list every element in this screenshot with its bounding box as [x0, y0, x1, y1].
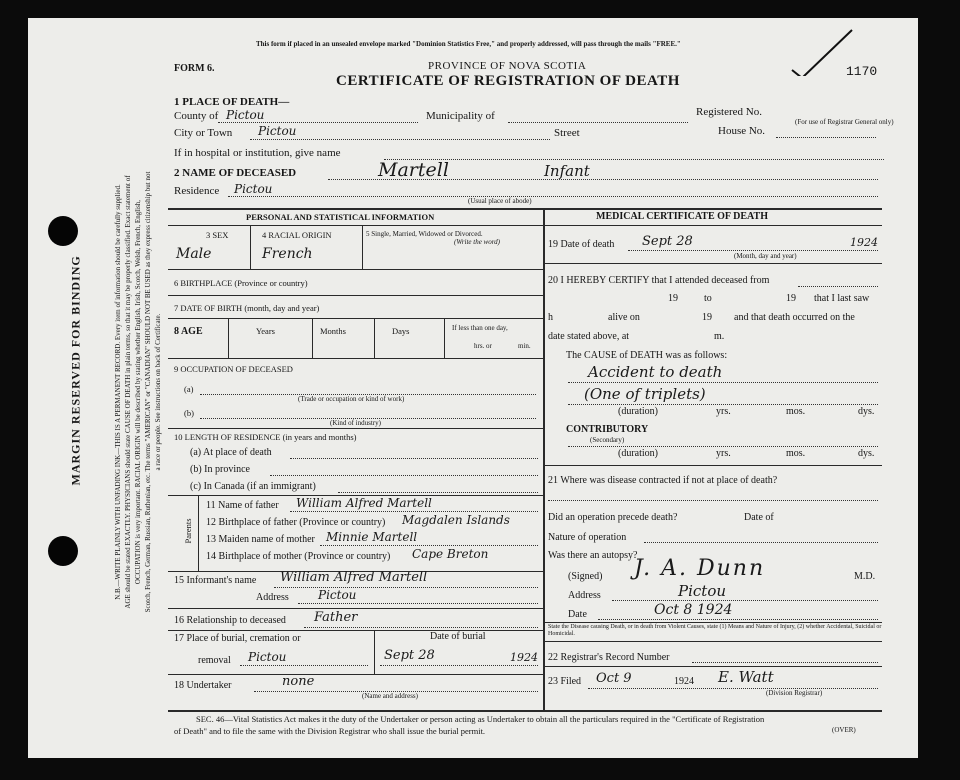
- father-bp-label: 12 Birthplace of father (Province or country): [206, 517, 386, 528]
- mos-1: mos.: [786, 406, 806, 417]
- date-burial-label: Date of burial: [430, 631, 486, 642]
- physician-address-label: Address: [568, 590, 601, 601]
- footer-over: (OVER): [832, 726, 856, 734]
- age-div-1: [228, 318, 229, 358]
- footer-sec-2: of Death" and to file the same with the Division Registrar who shall issue the burial permit.: [174, 726, 486, 736]
- residence-length-label: 10 LENGTH OF RESIDENCE (in years and months): [174, 432, 357, 442]
- occupation-label: 9 OCCUPATION OF DECEASED: [174, 364, 293, 374]
- row-22-line: [543, 666, 882, 667]
- mother-label: 13 Maiden name of mother: [206, 534, 315, 545]
- cause-2: (One of triplets): [584, 385, 706, 403]
- county-line: [218, 122, 418, 123]
- filed-line: [588, 688, 878, 689]
- duration-2: (duration): [618, 448, 658, 459]
- q21-label: 21 Where was disease contracted if not at place of death?: [548, 475, 778, 486]
- age-label: 8 AGE: [174, 326, 203, 337]
- parents-label: Parents: [183, 518, 193, 544]
- res-b: (b) In province: [190, 464, 250, 475]
- death-occurred: and that death occurred on the: [734, 312, 855, 323]
- secondary-note: (Secondary): [590, 436, 625, 444]
- res-c-line: [338, 492, 538, 493]
- res-c: (c) In Canada (if an immigrant): [190, 481, 316, 492]
- informant-address-line: [298, 603, 538, 604]
- margin-note-3: OCCUPATION is very important. RACIAL ORIGIN will be described by stating whether English, Irish, Scotch, Welsh, French, English,: [134, 199, 142, 585]
- mos-2: mos.: [786, 448, 806, 459]
- row-19-line: [543, 263, 882, 264]
- dys-2: dys.: [858, 448, 875, 459]
- municipality-label: Municipality of: [426, 110, 495, 122]
- cause-1-line: [568, 382, 878, 383]
- occupation-b: (b): [184, 408, 194, 418]
- undertaker-label: 18 Undertaker: [174, 680, 232, 691]
- dob-label: 7 DATE OF BIRTH (month, day and year): [174, 303, 320, 313]
- residence-value: Pictou: [234, 182, 273, 196]
- father-bp-value: Magdalen Islands: [402, 513, 510, 527]
- city-label: City or Town: [174, 127, 233, 139]
- municipality-line: [508, 122, 688, 123]
- mother-value: Minnie Martell: [326, 530, 418, 544]
- relationship-value: Father: [314, 610, 358, 625]
- margin-note-2: AGE should be stated EXACTLY. PHYSICIANS should state CAUSE OF DEATH in plain terms, so that it may be properly classified. Exact statement of: [124, 175, 132, 609]
- mother-line: [320, 545, 538, 546]
- margin-binding-label: MARGIN RESERVED FOR BINDING: [68, 255, 83, 486]
- occupation-b-note: (Kind of industry): [330, 419, 381, 427]
- binding-hole-bottom: [48, 536, 78, 566]
- residence-label: Residence: [174, 185, 220, 197]
- division-registrar-note: (Division Registrar): [766, 689, 823, 697]
- sex-label: 3 SEX: [206, 230, 229, 240]
- city-value: Pictou: [258, 124, 297, 138]
- row-7-line: [168, 318, 543, 319]
- birthplace-label: 6 BIRTHPLACE (Province or country): [174, 278, 308, 288]
- md-label: M.D.: [854, 571, 876, 582]
- street-label: Street: [554, 127, 580, 139]
- marital-note: (Write the word): [454, 238, 501, 246]
- registered-label: Registered No.: [696, 106, 762, 118]
- undertaker-value: none: [282, 674, 315, 689]
- house-label: House No.: [718, 125, 766, 137]
- hospital-line: [384, 159, 884, 160]
- father-line: [290, 511, 538, 512]
- burial-divider: [374, 630, 375, 674]
- registrar-signature: E. Watt: [718, 668, 774, 686]
- last-saw: that I last saw: [814, 293, 870, 304]
- age-div-4: [444, 318, 445, 358]
- duration-1: (duration): [618, 406, 658, 417]
- mother-bp-label: 14 Birthplace of mother (Province or country): [206, 551, 391, 562]
- physician-address-line: [612, 600, 878, 601]
- occupation-a: (a): [184, 384, 194, 394]
- date-of-label: Date of: [744, 512, 774, 523]
- province-heading: PROVINCE OF NOVA SCOTIA: [428, 60, 587, 72]
- deceased-surname: Martell: [378, 159, 449, 181]
- father-value: William Alfred Martell: [296, 496, 432, 510]
- operation-label: Did an operation precede death?: [548, 512, 678, 523]
- informant-address-value: Pictou: [318, 588, 357, 602]
- residence-line: [228, 196, 878, 197]
- grid-bottom: [168, 710, 882, 712]
- death-date-note: (Month, day and year): [734, 252, 797, 260]
- min-label: min.: [518, 342, 531, 350]
- county-value: Pictou: [226, 108, 265, 122]
- sex-value: Male: [176, 246, 212, 262]
- physician-date-line: [598, 619, 878, 620]
- res-a-line: [290, 458, 538, 459]
- mail-notice: This form if placed in an unsealed envelope marked "Dominion Statistics Free," and properly addressed, will pass through the mails "FREE.": [256, 40, 681, 48]
- certificate-title: CERTIFICATE OF REGISTRATION OF DEATH: [336, 73, 680, 89]
- less-than-label: If less than one day,: [452, 324, 508, 332]
- physician-address-value: Pictou: [678, 582, 727, 600]
- county-label: County of: [174, 110, 219, 122]
- row-17-line: [168, 674, 543, 675]
- mother-bp-value: Cape Breton: [412, 547, 489, 561]
- personal-heading: PERSONAL AND STATISTICAL INFORMATION: [246, 212, 435, 222]
- racial-label: 4 RACIAL ORIGIN: [262, 230, 332, 240]
- autopsy-label: Was there an autopsy?: [548, 550, 638, 561]
- sex-divider: [250, 225, 251, 269]
- removal-label: removal: [198, 655, 231, 666]
- row-6-line: [168, 295, 543, 296]
- personal-heading-line: [168, 225, 543, 226]
- form-number: FORM 6.: [174, 63, 215, 74]
- relationship-line: [304, 627, 538, 628]
- deceased-given: Infant: [544, 162, 590, 180]
- hrs-label: hrs. or: [474, 342, 492, 350]
- removal-value: Pictou: [248, 650, 287, 664]
- name-line: [328, 179, 878, 180]
- margin-note-4: Scotch, French, German, Russian, Ruthenian, etc. The terms "AMERICAN" or "CANADIAN" SHOULD NOT BE USED as they express citizenship but not: [144, 171, 152, 613]
- row-8-line: [168, 358, 543, 359]
- res-a: (a) At place of death: [190, 447, 272, 458]
- signature: J. A. Dunn: [634, 556, 766, 581]
- informant-address-label: Address: [256, 592, 289, 603]
- occupation-a-note: (Trade or occupation or kind of work): [298, 395, 405, 403]
- row-16-line: [168, 630, 543, 631]
- date-burial-value: Sept 28: [384, 648, 435, 663]
- res-b-line: [270, 475, 538, 476]
- parents-divider: [198, 495, 199, 571]
- certify-text: 20 I HEREBY CERTIFY that I attended deceased from: [548, 275, 770, 286]
- age-div-3: [374, 318, 375, 358]
- abode-note: (Usual place of abode): [468, 197, 532, 205]
- burial-year: 1924: [510, 651, 538, 664]
- grid-divider: [543, 208, 545, 710]
- removal-line: [240, 665, 368, 666]
- age-div-2: [312, 318, 313, 358]
- medical-heading: MEDICAL CERTIFICATE OF DEATH: [596, 211, 768, 222]
- certify-19b: 19: [786, 293, 796, 304]
- burial-label: 17 Place of burial, cremation or: [174, 633, 301, 644]
- date-burial-line: [380, 665, 538, 666]
- months-label: Months: [320, 326, 346, 336]
- relationship-label: 16 Relationship to deceased: [174, 615, 286, 626]
- certify-to: to: [704, 293, 712, 304]
- footer-sec-1: SEC. 46—Vital Statistics Act makes it the duty of the Undertaker or person acting as Undertaker to obtain all the particulars required in the "Certificate of Registration: [196, 714, 765, 724]
- place-heading: 1 PLACE OF DEATH—: [174, 96, 290, 108]
- informant-value: William Alfred Martell: [280, 570, 428, 585]
- racial-value: French: [262, 246, 313, 262]
- row-15-line: [168, 608, 543, 609]
- marital-label: 5 Single, Married, Widowed or Divorced.: [366, 230, 483, 238]
- informant-line: [274, 587, 538, 588]
- row-3-line: [168, 269, 543, 270]
- physician-date-value: Oct 8 1924: [654, 602, 733, 618]
- grid-top: [168, 208, 882, 210]
- nature-label: Nature of operation: [548, 532, 627, 543]
- filed-year: 1924: [674, 676, 694, 687]
- father-label: 11 Name of father: [206, 500, 279, 511]
- certify-19a: 19: [668, 293, 678, 304]
- death-date-year: 1924: [850, 236, 878, 249]
- registrar-record-line: [692, 662, 878, 663]
- violent-note: State the Disease causing Death, or in death from Violent Causes, state (1) Means and Nature of Injury, (2) whether Accidental, Suicidal or Homicidal.: [548, 624, 882, 637]
- physician-date-label: Date: [568, 609, 587, 620]
- death-date-line: [628, 250, 878, 251]
- registrar-record-label: 22 Registrar's Record Number: [548, 652, 670, 663]
- row-9-line: [168, 428, 543, 429]
- check-mark: [788, 26, 858, 76]
- filed-label: 23 Filed: [548, 676, 582, 687]
- alive-on: alive on: [608, 312, 640, 323]
- deceased-label: 2 NAME OF DECEASED: [174, 167, 297, 179]
- certificate-page: [28, 18, 918, 758]
- date-stated: date stated above, at: [548, 331, 630, 342]
- days-label: Days: [392, 326, 410, 336]
- row-20-line: [543, 465, 882, 466]
- dys-1: dys.: [858, 406, 875, 417]
- death-date-label: 19 Date of death: [548, 239, 615, 250]
- yrs-2: yrs.: [716, 448, 731, 459]
- cause-1: Accident to death: [588, 363, 723, 381]
- h-prefix: h: [548, 312, 553, 323]
- signed-label: (Signed): [568, 571, 603, 582]
- cause-2-line: [568, 404, 878, 405]
- m-suffix: m.: [714, 331, 725, 342]
- years-label: Years: [256, 326, 275, 336]
- city-line: [250, 139, 550, 140]
- margin-note-1: N.B.—WRITE PLAINLY WITH UNFADING INK—THIS IS A PERMANENT RECORD. Every item of information should be carefully supplied.: [114, 184, 122, 600]
- certify-19c: 19: [702, 312, 712, 323]
- filed-value: Oct 9: [596, 671, 632, 686]
- informant-label: 15 Informant's name: [174, 575, 257, 586]
- registrar-note: (For use of Registrar General only): [795, 118, 894, 126]
- medical-heading-line: [543, 225, 882, 226]
- violent-line: [543, 622, 882, 623]
- row-21-line: [543, 641, 882, 642]
- q21-line: [548, 500, 878, 501]
- racial-divider: [362, 225, 363, 269]
- contributory-line: [568, 446, 878, 447]
- binding-hole-top: [48, 216, 78, 246]
- yrs-1: yrs.: [716, 406, 731, 417]
- certify-line: [798, 286, 878, 287]
- margin-note-5: a race or people. See instructions on back of Certificate.: [154, 313, 162, 471]
- death-date-value: Sept 28: [642, 234, 693, 249]
- hospital-label: If in hospital or institution, give name: [174, 147, 341, 159]
- undertaker-note: (Name and address): [362, 692, 418, 700]
- contributory-label: CONTRIBUTORY: [566, 424, 649, 435]
- house-line: [776, 137, 876, 138]
- cause-label: The CAUSE of DEATH was as follows:: [566, 350, 728, 361]
- nature-line: [644, 542, 878, 543]
- serial-number: 1170: [846, 64, 878, 79]
